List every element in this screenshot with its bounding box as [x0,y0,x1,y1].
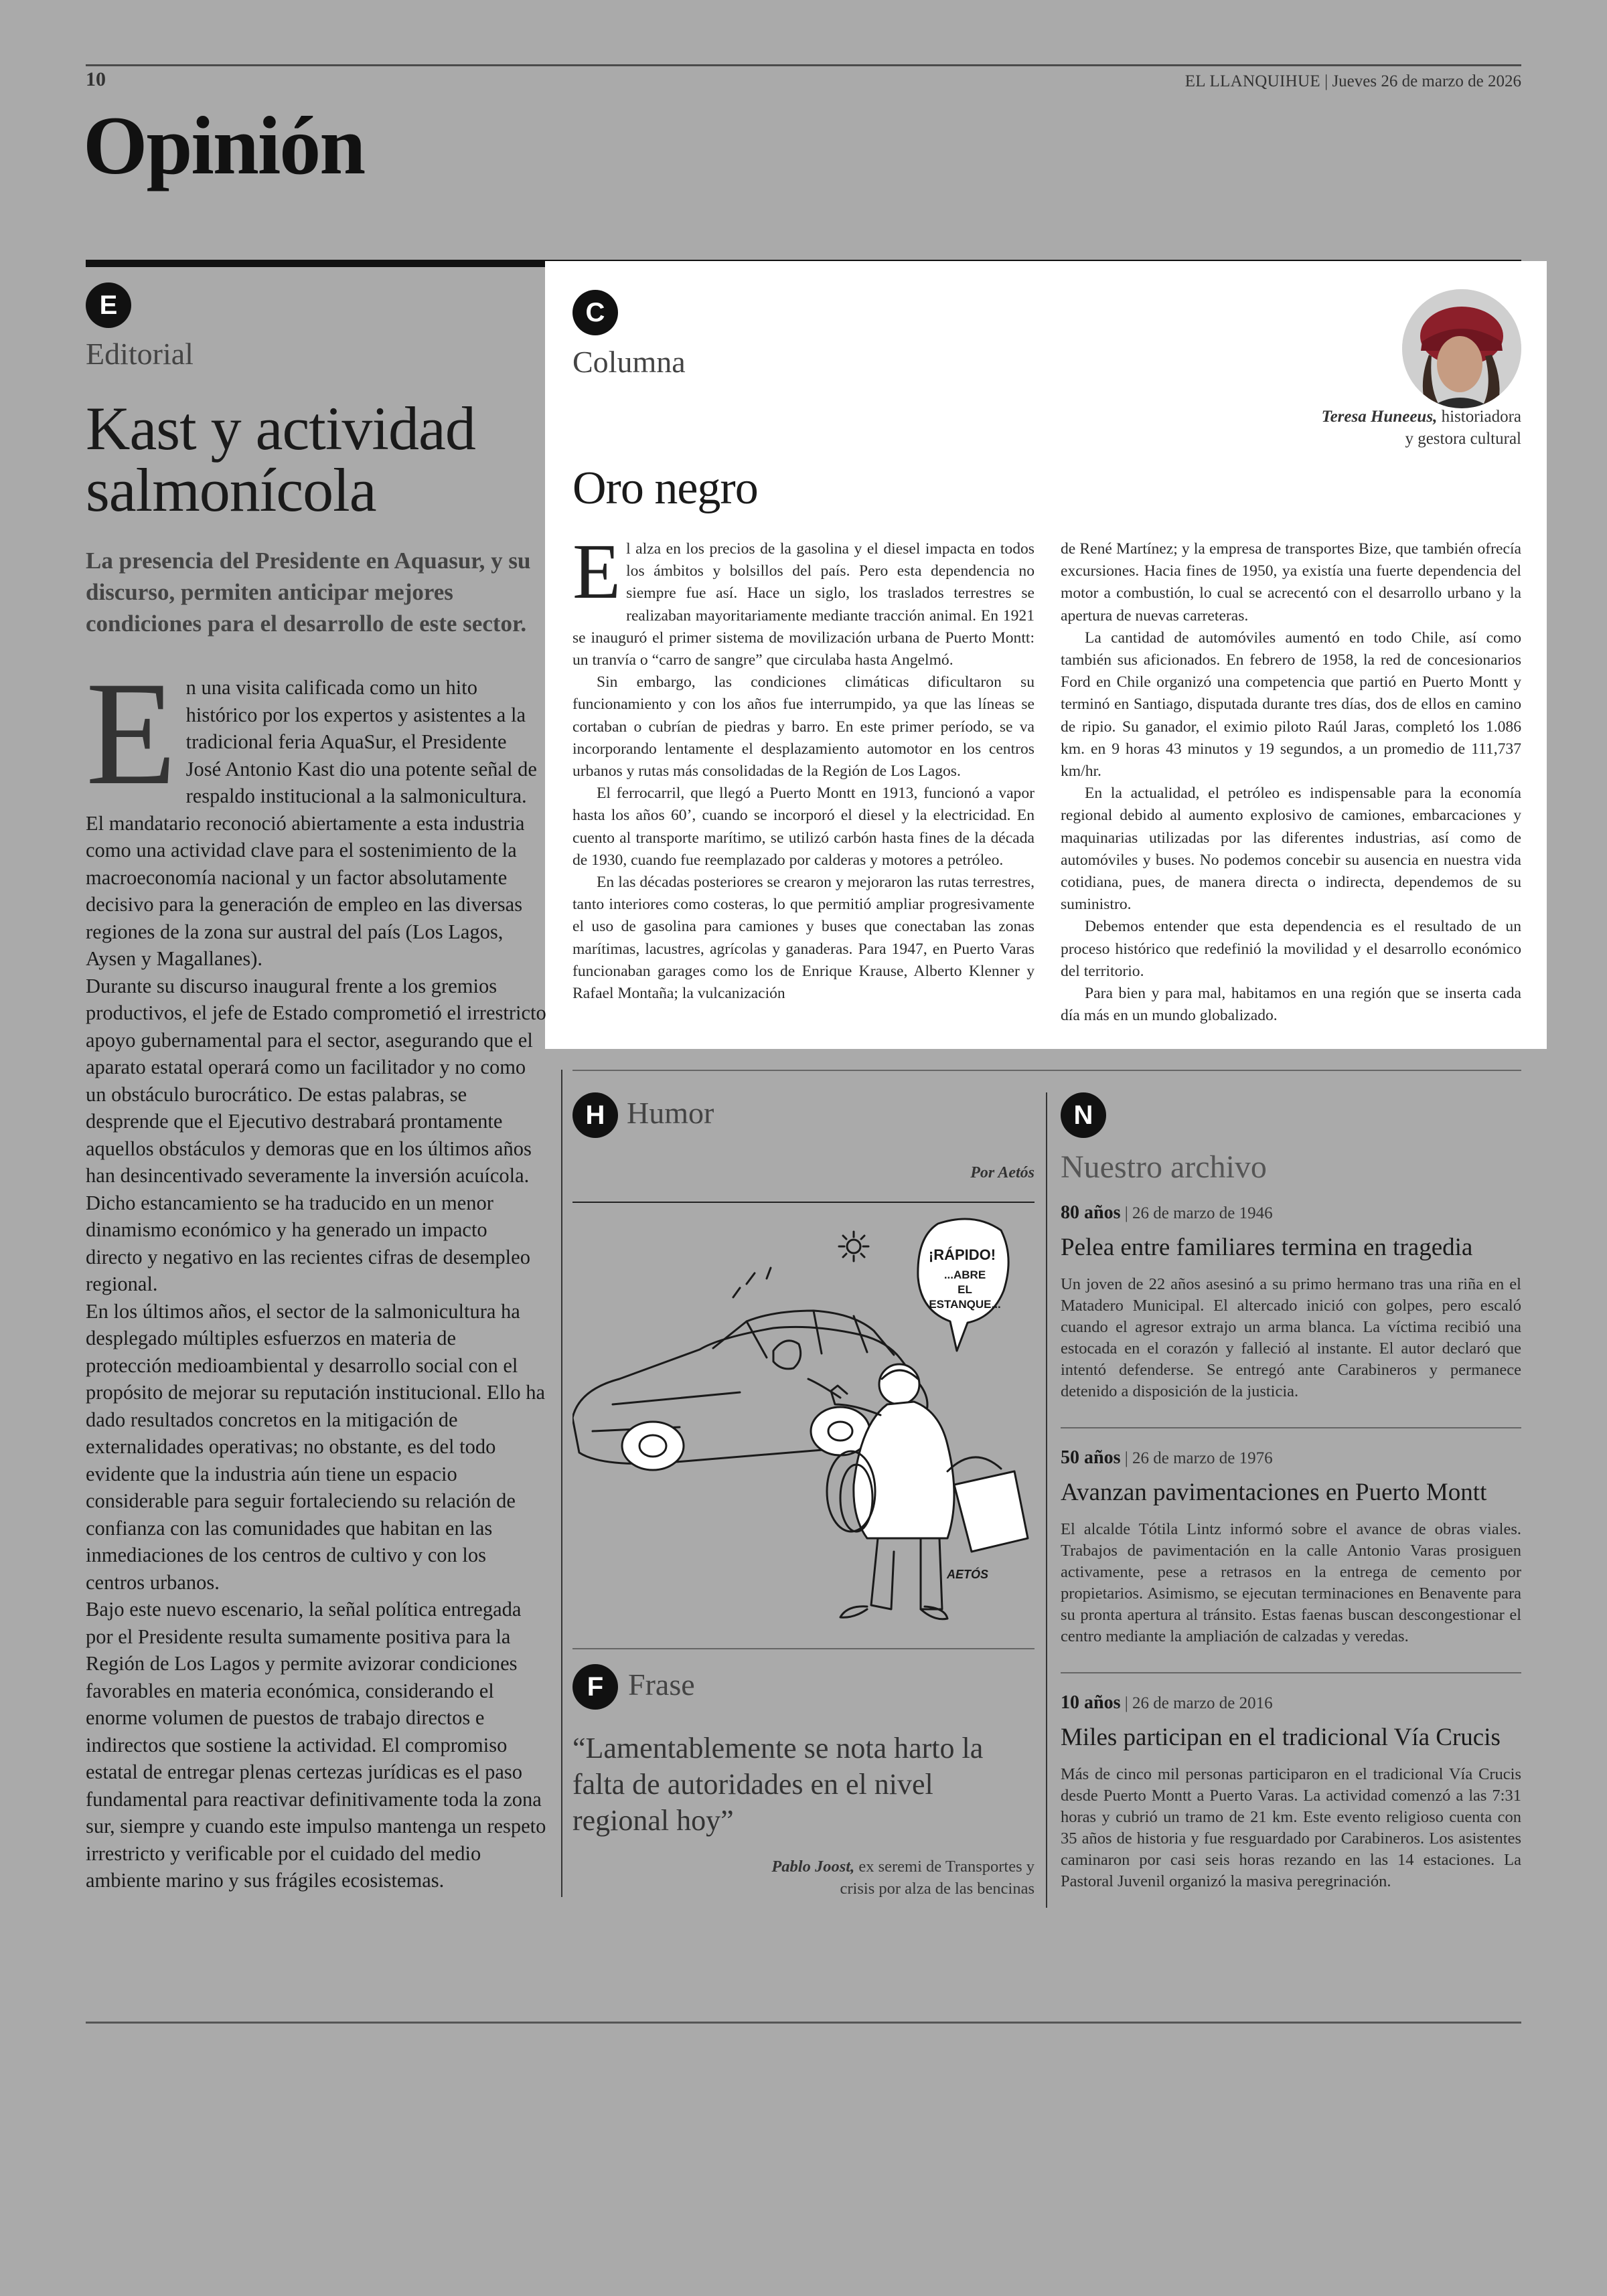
archive-separator: | [1120,1694,1132,1712]
archive-separator: | [1120,1449,1132,1467]
archive-item [1061,1692,1521,1892]
editorial-headline: Kast y actividad salmonícola [86,394,475,524]
column-paragraph-text: l alza en los precios de la gasolina y el diesel impacta en todos los ámbitos y bolsillos del país. Pero esta dependencia no siempre fue así. Hace un siglo, los traslados terrestres se realizaban mayoritariamente mediante tracción animal. En 1921 se inauguró el primer sistema de movilización urbana de Puerto Montt: un tranvía o “carro de sangre” que circulaba hasta Angelmó. [572,540,1035,669]
frase-caption-line-1 [771,1856,1035,1878]
column-paragraph: El ferrocarril, que llegó a Puerto Montt en 1913, funcionó a vapor hasta los años 60’, cuando se incorporó el diesel y la electricidad. En cuento al transporte marítimo, se utilizó carbón hasta fines de la década de 1930, cuando fue reemplazado por calderas y motores a petróleo. [572,785,1035,869]
author-portrait-icon [1402,289,1521,408]
archive-badge: N [1061,1092,1106,1138]
column-paragraph: Para bien y para mal, habitamos en una región que se inserta cada día más en un mundo globalizado. [1061,985,1521,1025]
editorial-dropcap: E [86,651,177,816]
archive-years: 50 años [1061,1447,1121,1468]
frase-role: ex seremi de Transportes y [858,1858,1035,1876]
editorial-badge: E [86,282,131,328]
author-role-2: y gestora cultural [1405,430,1521,448]
section-title: Opinión [83,100,365,191]
archive-headline: Miles participan en el tradicional Vía Crucis [1061,1724,1501,1751]
humor-kicker: Humor [627,1096,714,1130]
speech-line: ...ABRE [943,1268,986,1281]
editorial-body [86,651,546,1894]
humor-rule [572,1202,1035,1203]
speech-line: ¡RÁPIDO! [928,1246,996,1263]
archive-item [1061,1202,1521,1402]
humor-cartoon [572,1204,1035,1632]
frase-author: Pablo Joost, [771,1858,855,1876]
archive-date: 26 de marzo de 1976 [1132,1449,1273,1467]
issue-date: Jueves 26 de marzo de 2026 [1332,72,1521,90]
archive-body: Más de cinco mil personas participaron en el tradicional Vía Crucis desde Puerto Montt a Puerto Varas. La actividad comenzó a las 7:31 horas y cubrió un tramo de 21 km. Este evento religioso cuenta con 35 años de historia y fue resguardado por Carabineros. Los asistentes caminaron por casi seis horas rezando en las 14 estaciones. La Pastoral Juvenil organizó la masiva peregrinación. [1061,1765,1521,1890]
column-kicker: Columna [572,345,686,379]
frase-role-2: crisis por alza de las bencinas [840,1880,1035,1898]
cartoon-signature: AETÓS [946,1568,989,1581]
column-paragraph: La cantidad de automóviles aumentó en todo Chile, así como también sus aficionados. En febrero de 1958, la red de concesionarios Ford en Chile organizó una competencia que partió en Puerto Montt y terminó en Santiago, disputada durante tres días, dos de ellos en camino de ripio. Su ganador, el eximio piloto Raúl Jaras, completó los 1.086 km. en 9 horas 43 minutos y 19 segundos, a un promedio de 111,737 km/hr. [1061,629,1521,781]
frase-quote: “Lamentablemente se nota harto la falta de autoridades en el nivel regional hoy” [572,1732,984,1837]
archive-item-rule [1061,1672,1521,1673]
bottom-rule [86,2022,1521,2024]
frase-badge: F [572,1664,618,1710]
column-body-left [572,527,1035,1005]
editorial-paragraph-text: n una visita calificada como un hito histórico por los expertos y asistentes a la tradicional feria AquaSur, el Presidente José Antonio Kast dio una potente señal de respaldo institucional a la salmonicultura. El mandatario reconoció abiertamente a esta industria como una actividad clave para el sostenimiento de la macroeconomía nacional y un factor absolutamente decisivo para la generación de empleo en las diversas regiones de la zona sur austral del país (Los Lagos, Aysen y Magallanes). [86,676,537,970]
author-name: Teresa Huneeus, [1321,408,1438,426]
archive-divider [1046,1092,1047,1908]
archive-headline: Avanzan pavimentaciones en Puerto Montt [1061,1479,1487,1506]
column-dropcap: E [572,527,621,615]
archive-body: Un joven de 22 años asesinó a su primo hermano tras una riña en el Matadero Municipal. El altercado inició con golpes, pero escaló cuando el agresor extrajo un arma blanca. La víctima recibió una estocada en el corazón y falleció al instante. El autor declaró que intentó defenderse. Se entregó ante Carabineros y permanece detenido a disposición de la justicia. [1061,1275,1521,1400]
editorial-divider [561,1070,562,1897]
archive-years: 10 años [1061,1692,1121,1713]
speech-line: ESTANQUE... [929,1298,1001,1311]
editorial-kicker: Editorial [86,337,194,371]
author-line-1 [1322,406,1521,428]
frase-rule [572,1648,1035,1649]
author-caption [1322,406,1521,450]
column-paragraph [572,527,1035,671]
archive-title: Nuestro archivo [1061,1149,1267,1185]
humor-badge: H [572,1092,618,1138]
archive-item [1061,1447,1521,1647]
cartoon-drawing-icon [572,1204,1035,1632]
archive-body: El alcalde Tótila Lintz informó sobre el avance de obras viales. Trabajos de pavimentación en la calle Antonio Varas prosiguen activamente, pese a retrasos en la entrega de cemento por propietarios. Asimismo, se ejecutan terminaciones en Benavente para su pronta apertura al tránsito. Estas faenas buscan descongestionar el centro mediante la ampliación de calzadas y veredas. [1061,1520,1521,1645]
column-body-right [1061,538,1521,1027]
column-paragraph: En la actualidad, el petróleo es indispensable para la economía regional debido al aumento explosivo de camiones, embarcaciones y maquinarias utilizadas por las diferentes industrias, así como de automóviles y buses. No podemos concebir su ausencia en nuestra vida cotidiana, pues, de manera directa o indirecta, dependemos de su suministro. [1061,785,1521,914]
author-role: historiadora [1441,408,1521,426]
humor-byline: Por Aetós [970,1164,1035,1181]
editorial-paragraph: Durante su discurso inaugural frente a los gremios productivos, el jefe de Estado comprometió el irrestricto apoyo gubernamental para el sector, asegurando que el aparato estatal operará como un facilitador y no como un obstáculo burocrático. De estas palabras, se desprende que el Ejecutivo destrabará prontamente aquellos obstáculos y demoras que en los últimos años han desincentivado severamente la inversión acuícola. Dicho estancamiento se ha traducido en un menor dinamismo económico y ha generado un impacto directo y negativo en las recientes cifras de desempleo regional. [86,974,546,1295]
speech-line: EL [958,1283,972,1296]
editorial-paragraph [86,651,546,973]
frase-caption [771,1856,1035,1900]
top-rule [86,64,1521,66]
column-paragraph: En las décadas posteriores se crearon y mejoraron las rutas terrestres, tanto interiores como costeras, lo que permitió ampliar progresivamente el uso de gasolina para camiones y buses que conectaban las zonas marítimas, lacustres, agrícolas y ganaderas. Para 1947, en Puerto Varas funcionaban garages como los de Enrique Krause, Alberto Klenner y Rafael Montaña; la vulcanización [572,874,1035,1003]
editorial-paragraph: Bajo este nuevo escenario, la señal política entregada por el Presidente resulta sumamente positiva para la Región de Los Lagos y permite avizorar condiciones favorables en materia económica, considerando el enorme volumen de puestos de trabajo directos e indirectos que sostiene la actividad. El compromiso estatal de entregar plenas certezas jurídicas es el paso fundamental para reactivar definitivamente toda la zona sur, siempre y cuando este impulso mantenga un respeto irrestricto y verificable por el cuidado del medio ambiente marino y sus frágiles ecosistemas. [86,1598,546,1892]
archive-date: 26 de marzo de 2016 [1132,1694,1273,1712]
archive-item-rule [1061,1427,1521,1428]
lower-section-rule [572,1070,1521,1071]
masthead-separator: | [1320,72,1332,90]
page-number: 10 [86,68,106,90]
column-paragraph: Sin embargo, las condiciones climáticas dificultaron su funcionamiento y con los años fue interrumpido, ya que las líneas se cortaban o cubrían de piedras y barro. En este primer período, se va incorporando lentamente el desplazamiento automotor en los centros urbanos y rutas más consolidadas de la Región de Los Lagos. [572,673,1035,781]
editorial-subhead: La presencia del Presidente en Aquasur, y su discurso, permiten anticipar mejores condiciones para el desarrollo de este sector. [86,548,531,637]
editorial-paragraph: En los últimos años, el sector de la salmonicultura ha desplegado múltiples esfuerzos en materia de protección medioambiental y desarrollo social con el propósito de mejorar su reputación institucional. Ello ha dado resultados concretos en la mitigación de externalidades operativas; no obstante, es del todo evidente que la industria aún tiene un espacio considerable para seguir fortaleciendo su relación de confianza con las comunidades que habitan en las inmediaciones de los centros de cultivo y con los centros urbanos. [86,1299,546,1594]
archive-headline: Pelea entre familiares termina en tragedia [1061,1234,1473,1261]
paper-name: EL LLANQUIHUE [1184,72,1320,90]
author-photo [1402,289,1521,408]
column-paragraph: Debemos entender que esta dependencia es el resultado de un proceso histórico que redefinió la movilidad y el desarrollo económico del territorio. [1061,918,1521,980]
column-badge: C [572,290,618,335]
frase-kicker: Frase [628,1667,695,1702]
masthead [1185,72,1521,91]
archive-separator: | [1120,1204,1132,1222]
archive-date: 26 de marzo de 1946 [1132,1204,1273,1222]
column-paragraph: de René Martínez; y la empresa de transportes Bize, que también ofrecía excursiones. Hacia fines de 1950, ya existía una fuerte dependencia del motor a combustión, lo cual se acrecentó con el desarrollo urbano y la apertura de nuevas carreteras. [1061,540,1521,625]
column-headline: Oro negro [572,463,758,514]
archive-years: 80 años [1061,1202,1121,1223]
